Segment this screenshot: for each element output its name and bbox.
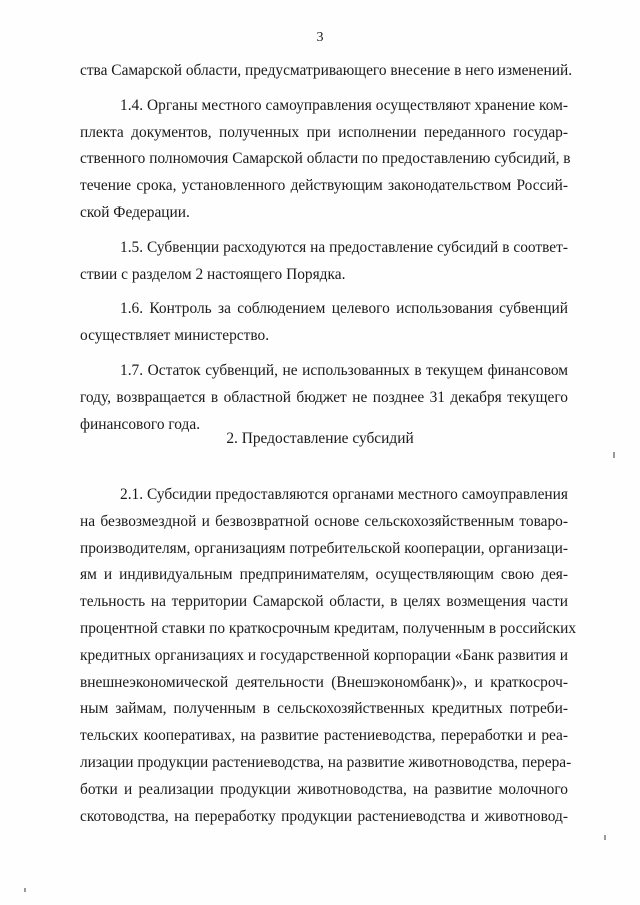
text-line: ствии с разделом 2 настоящего Порядка. [80,265,346,283]
text-line: 1.5. Субвенции расходуются на предоставление субсидий в соответ- [120,238,568,256]
text-line: 1.7. Остаток субвенций, не использованных в текущем финансовом [120,361,568,379]
text-line: ботки и реализации продукции животноводства, на развитие молочного [80,780,568,798]
text-line: производителям, организациям потребительской кооперации, организаци- [80,539,568,557]
text-line: ственного полномочия Самарской области по предоставлению субсидий, в [80,150,571,168]
page-number: 3 [316,30,324,45]
text-line: ям и индивидуальным предпринимателям, осуществляющим свою дея- [80,566,568,584]
text-line: ным займам, полученным в сельскохозяйственных кредитных потреби- [80,700,568,718]
scan-speck [24,888,26,892]
text-line: году, возвращается в областной бюджет не позднее 31 декабря текущего [80,388,568,406]
section-1-text [80,58,573,438]
text-line: процентной ставки по краткосрочным кредитам, полученным в российских [80,619,577,637]
text-line: плекта документов, полученных при исполнении переданного государ- [80,123,568,141]
text-line: на безвозмездной и безвозвратной основе сельскохозяйственным товаро- [80,512,568,530]
section-heading: 2. Предоставление субсидий [226,430,414,447]
text-line: ской Федерации. [80,203,190,221]
text-line: скотоводства, на переработку продукции растениеводства и животновод- [80,807,568,825]
text-line: тельность на территории Самарской области, в целях возмещения части [80,593,568,611]
text-line: 1.4. Органы местного самоуправления осуществляют хранение ком- [120,96,568,114]
text-line: финансового года. [80,415,201,433]
text-line: тельских кооперативах, на развитие растениеводства, переработки и реа- [80,727,568,745]
text-line: лизации продукции растениеводства, на развитие животноводства, перера- [80,753,572,771]
text-line: 1.6. Контроль за соблюдением целевого использования субвенций [120,300,568,318]
scan-speck [613,452,615,458]
text-line: кредитных организациях и государственной корпорации «Банк развития и [80,646,568,664]
text-line: осуществляет министерство. [80,327,270,345]
text-line: 2.1. Субсидии предоставляются органами местного самоуправления [120,486,568,503]
section-2-text [80,482,577,830]
text-line: внешнеэкономической деятельности (Внешэкономбанк)», и краткосроч- [80,673,568,691]
text-line: ства Самарской области, предусматривающего внесение в него изменений. [80,62,573,79]
text-line: течение срока, установленного действующим законодательством Россий- [80,177,568,195]
scan-speck [604,835,606,840]
